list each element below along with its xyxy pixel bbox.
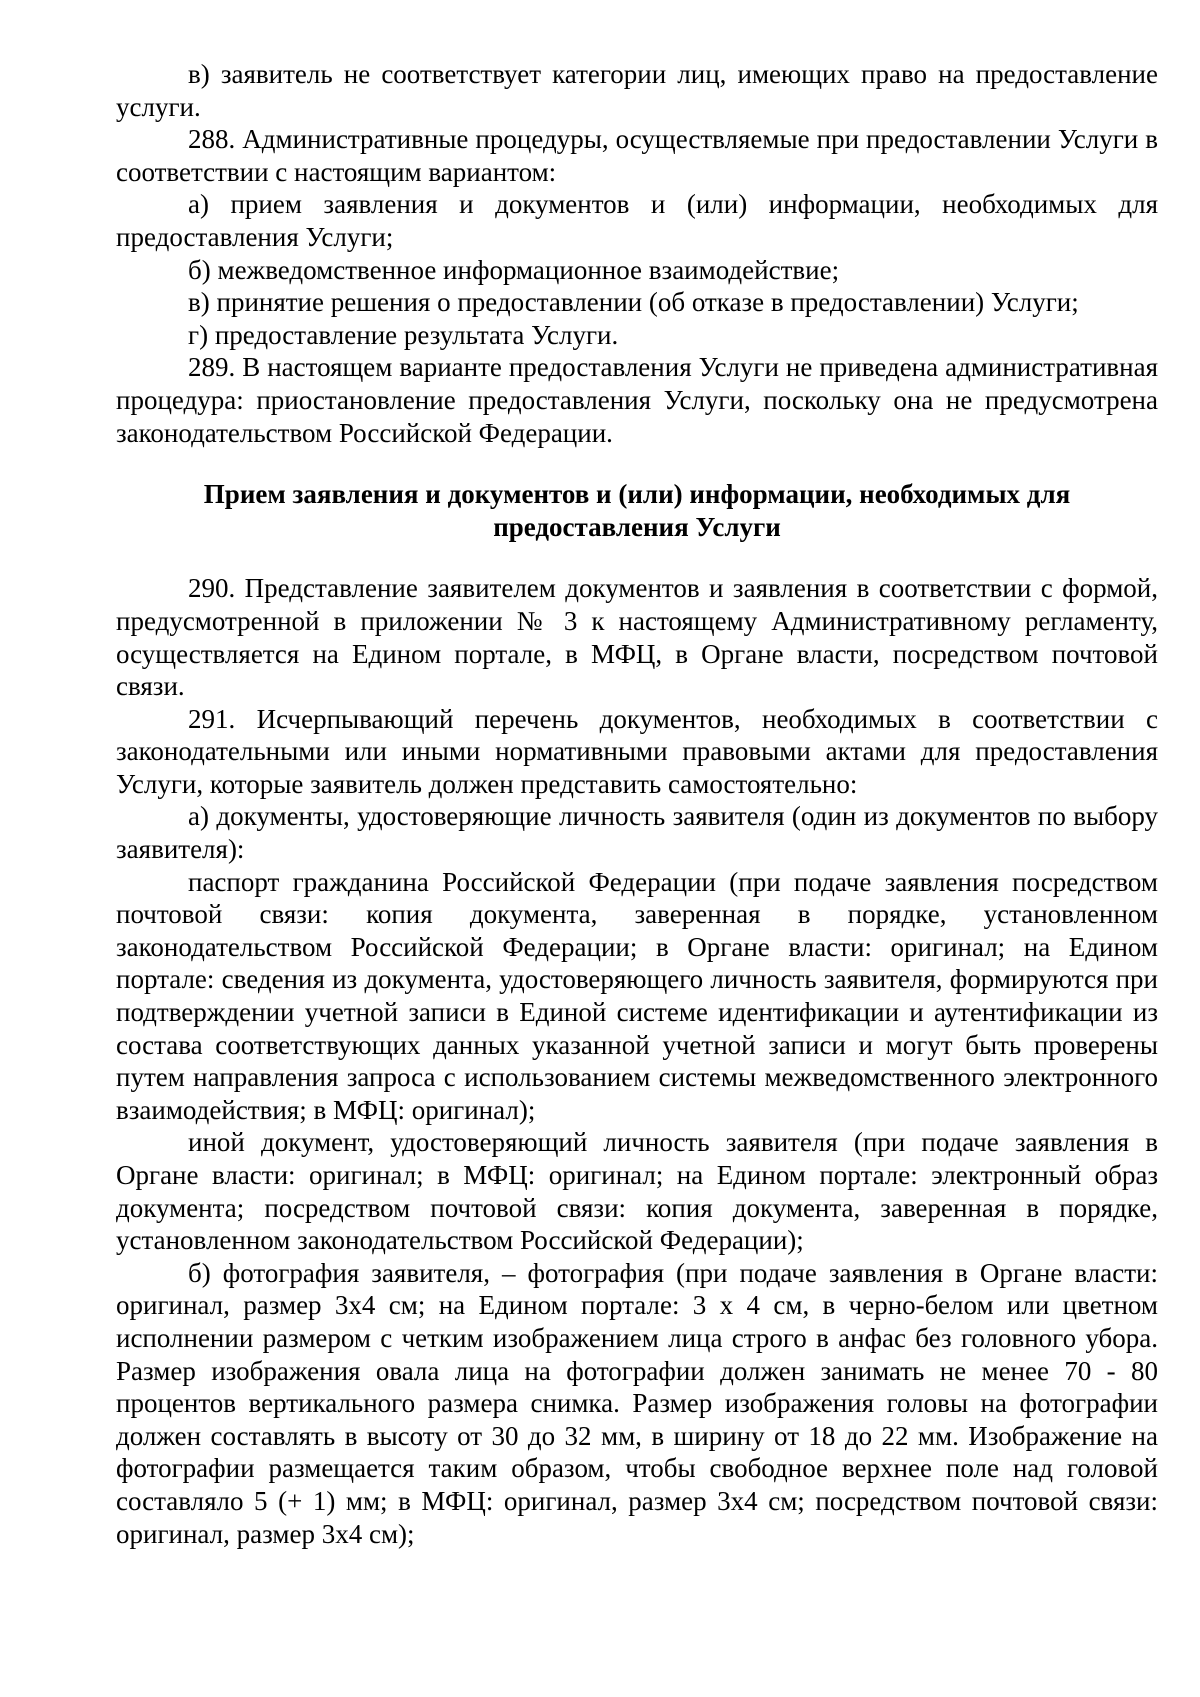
list-item-a-identity-documents: а) документы, удостоверяющие личность заявителя (один из документов по выбору заявителя): bbox=[116, 801, 1158, 865]
document-page bbox=[116, 58, 1158, 1550]
paragraph-288: 288. Административные процедуры, осуществляемые при предоставлении Услуги в соответствии с настоящим вариантом: bbox=[116, 124, 1158, 187]
paragraph-290: 290. Представление заявителем документов и заявления в соответствии с формой, предусмотренной в приложении № 3 к настоящему Административному регламенту, осуществляется на Едином портале, в МФЦ, в Органе власти, посредством почтовой связи. bbox=[116, 573, 1158, 702]
list-item-v: в) принятие решения о предоставлении (об отказе в предоставлении) Услуги; bbox=[188, 287, 1079, 318]
sub-item-passport: паспорт гражданина Российской Федерации (при подаче заявления посредством почтовой связи: копия документа, заверенная в порядке, установленном законодательством Российской Федерации; в Органе власти: оригинал; на Едином портале: сведения из документа, удостоверяющего личность заявителя, формируются при подтверждении учетной записи в Единой системе идентификации и аутентификации из состава соответствующих данных указанной учетной записи и могут быть проверены путем направления запроса с использованием системы межведомственного электронного взаимодействия; в МФЦ: оригинал); bbox=[116, 866, 1158, 1125]
list-item-b-photo: б) фотография заявителя, – фотография (при подаче заявления в Органе власти: оригинал, размер 3x4 см; на Едином портале: 3 x 4 см, в черно-белом или цветном исполнении размером с четким изображением лица строго в анфас без головного убора. Размер изображения овала лица на фотографии должен занимать не менее 70 - 80 процентов вертикального размера снимка. Размер изображения головы на фотографии должен составлять в высоту от 30 до 32 мм, в ширину от 18 до 22 мм. Изображение на фотографии размещается таким образом, чтобы свободное верхнее поле над головой составляло 5 (+ 1) мм; в МФЦ: оригинал, размер 3x4 см; посредством почтовой связи: оригинал, размер 3x4 см); bbox=[116, 1257, 1158, 1549]
paragraph-item-v-not-eligible: в) заявитель не соответствует категории лиц, имеющих право на предоставление услуги. bbox=[116, 59, 1158, 122]
list-item-b: б) межведомственное информационное взаимодействие; bbox=[188, 254, 840, 285]
sub-item-other-document: иной документ, удостоверяющий личность заявителя (при подаче заявления в Органе власти: оригинал; в МФЦ: оригинал; на Едином портале: электронный образ документа; посредством почтовой связи: копия документа, заверенная в порядке, установленном законодательством Российской Федерации); bbox=[116, 1127, 1158, 1256]
paragraph-289: 289. В настоящем варианте предоставления Услуги не приведена административная процедура: приостановление предоставления Услуги, поскольку она не предусмотрена законодательством Российской Федерации. bbox=[116, 352, 1158, 448]
paragraph-291: 291. Исчерпывающий перечень документов, необходимых в соответствии с законодательными или иными нормативными правовыми актами для предоставления Услуги, которые заявитель должен представить самостоятельно: bbox=[116, 703, 1158, 799]
list-item-a: а) прием заявления и документов и (или) информации, необходимых для предоставления Услуги; bbox=[116, 189, 1158, 252]
section-heading: Прием заявления и документов и (или) информации, необходимых для предоставления Услуги bbox=[203, 479, 1071, 542]
list-item-g: г) предоставление результата Услуги. bbox=[188, 319, 619, 350]
